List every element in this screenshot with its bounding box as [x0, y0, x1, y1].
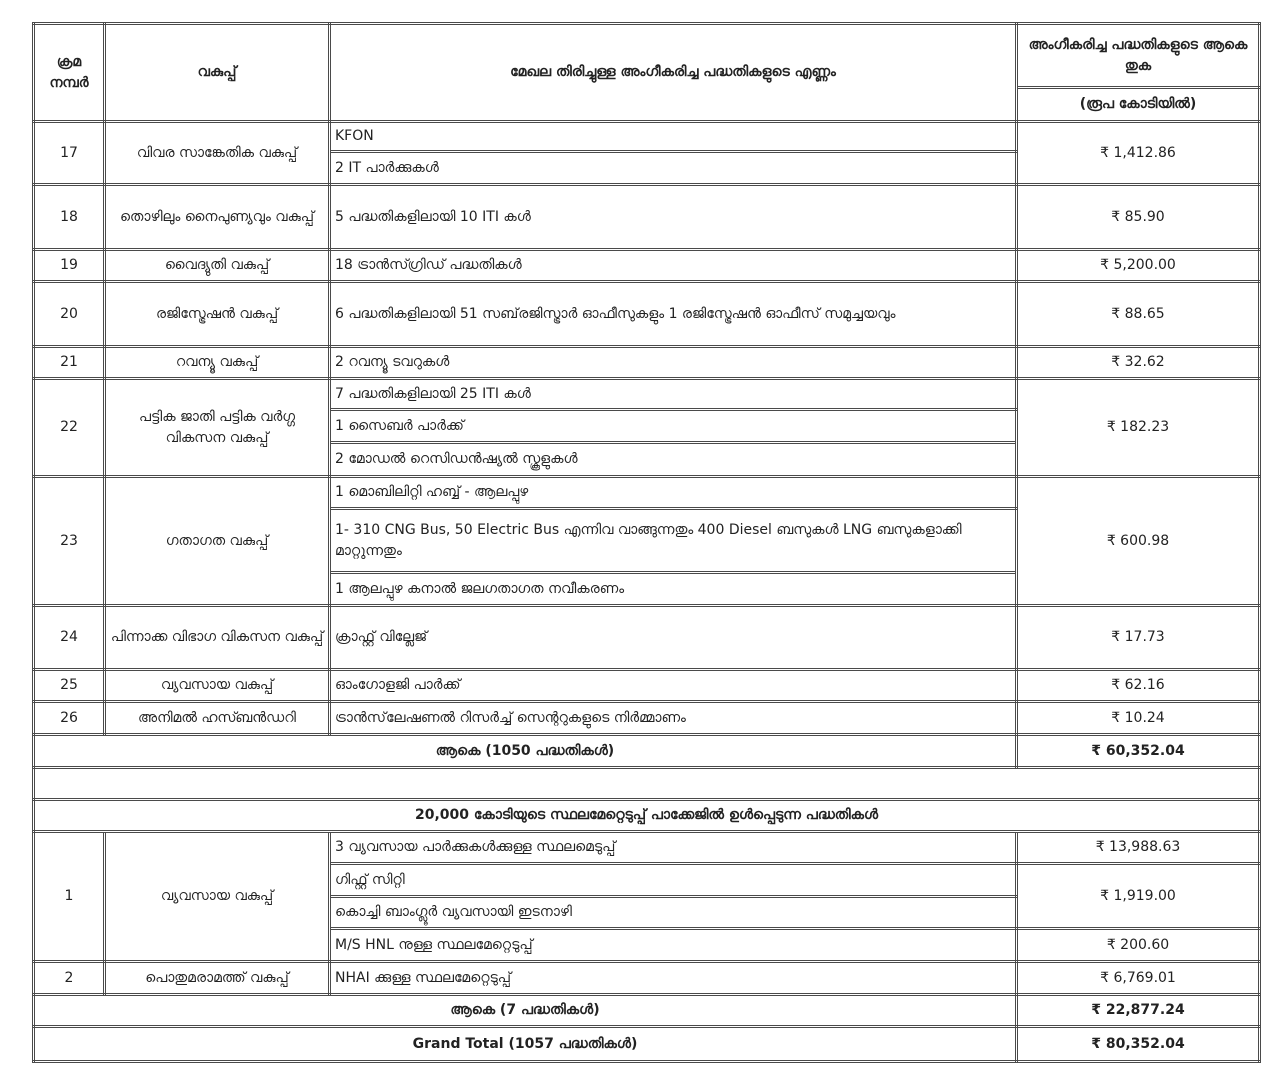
row-department: റവന്യൂ വകുപ്പ്: [105, 347, 330, 379]
row-serial: 22: [34, 379, 105, 477]
total-row: [34, 735, 1260, 768]
section-title-row: [34, 800, 1260, 832]
grand-total-row: [34, 1027, 1260, 1062]
row-project: M/S HNL നുള്ള സ്ഥലമേറ്റെടുപ്പ്: [330, 929, 1017, 962]
total-amount: ₹ 60,352.04: [1017, 735, 1260, 768]
table-row: [34, 606, 1260, 670]
row-project: 2 മോഡൽ റെസിഡൻഷ്യൽ സ്കൂളുകൾ: [330, 443, 1017, 477]
section-total-label: ആകെ (7 പദ്ധതികൾ): [34, 995, 1017, 1027]
row-amount: ₹ 6,769.01: [1017, 962, 1260, 995]
row-department: വ്യവസായ വകുപ്പ്: [105, 670, 330, 702]
row-serial: 2: [34, 962, 105, 995]
row-project: 18 ട്രാൻസ്ഗ്രിഡ് പദ്ധതികൾ: [330, 250, 1017, 282]
table-row: [34, 832, 1260, 864]
grand-total-label: Grand Total (1057 പദ്ധതികൾ): [34, 1027, 1017, 1062]
row-project: 3 വ്യവസായ പാർക്കുകൾക്കുള്ള സ്ഥലമെടുപ്പ്: [330, 832, 1017, 864]
row-amount: ₹ 13,988.63: [1017, 832, 1260, 864]
row-serial: 1: [34, 832, 105, 962]
section-total-row: [34, 995, 1260, 1027]
row-department: പട്ടിക ജാതി പട്ടിക വർഗ്ഗ വികസന വകുപ്പ്: [105, 379, 330, 477]
row-amount: ₹ 1,412.86: [1017, 122, 1260, 185]
row-department: വൈദ്യുതി വകുപ്പ്: [105, 250, 330, 282]
row-project: 1 സൈബർ പാർക്ക്: [330, 410, 1017, 443]
row-amount: ₹ 17.73: [1017, 606, 1260, 670]
header-department: വകുപ്പ്: [105, 24, 330, 122]
header-projects: മേഖല തിരിച്ചുള്ള അംഗീകരിച്ച പദ്ധതികളുടെ എണ്ണം: [330, 24, 1017, 122]
header-unit: (രൂപ കോടിയിൽ): [1017, 88, 1260, 122]
table-row: [34, 282, 1260, 347]
table-row: [34, 962, 1260, 995]
table-row: [34, 702, 1260, 735]
row-project: NHAI ക്കുള്ള സ്ഥലമേറ്റെടുപ്പ്: [330, 962, 1017, 995]
row-serial: 17: [34, 122, 105, 185]
row-serial: 25: [34, 670, 105, 702]
row-department: വിവര സാങ്കേതിക വകുപ്പ്: [105, 122, 330, 185]
row-project: 1- 310 CNG Bus, 50 Electric Bus എന്നിവ വാങ്ങുന്നതും 400 Diesel ബസുകൾ LNG ബസുകളാക്കി മാറ്റുന്നതും: [330, 509, 1017, 573]
row-serial: 26: [34, 702, 105, 735]
row-project: ഗിഫ്റ്റ് സിറ്റി: [330, 864, 1017, 897]
row-department: പൊതുമരാമത്ത് വകുപ്പ്: [105, 962, 330, 995]
row-amount: ₹ 32.62: [1017, 347, 1260, 379]
row-serial: 19: [34, 250, 105, 282]
row-serial: 21: [34, 347, 105, 379]
row-department: വ്യവസായ വകുപ്പ്: [105, 832, 330, 962]
row-amount: ₹ 1,919.00: [1017, 864, 1260, 929]
row-department: തൊഴിലും നൈപുണ്യവും വകുപ്പ്: [105, 185, 330, 250]
header-serial: ക്രമ നമ്പർ: [34, 24, 105, 122]
row-project: 1 മൊബിലിറ്റി ഹബ്ബ് - ആലപ്പുഴ: [330, 477, 1017, 509]
row-amount: ₹ 600.98: [1017, 477, 1260, 606]
header-amount: അംഗീകരിച്ച പദ്ധതികളുടെ ആകെ തുക: [1017, 24, 1260, 88]
table-row: [34, 250, 1260, 282]
row-project: 2 IT പാർക്കുകൾ: [330, 152, 1017, 185]
row-amount: ₹ 85.90: [1017, 185, 1260, 250]
row-department: ഗതാഗത വകുപ്പ്: [105, 477, 330, 606]
approved-projects-table: [32, 22, 1261, 1063]
total-label: ആകെ (1050 പദ്ധതികൾ): [34, 735, 1017, 768]
row-project: KFON: [330, 122, 1017, 152]
table-row: [34, 379, 1260, 410]
row-project: ക്രാഫ്റ്റ് വില്ലേജ്: [330, 606, 1017, 670]
row-amount: ₹ 5,200.00: [1017, 250, 1260, 282]
table-row: [34, 185, 1260, 250]
row-amount: ₹ 10.24: [1017, 702, 1260, 735]
row-project: 1 ആലപ്പുഴ കനാൽ ജലഗതാഗത നവീകരണം: [330, 573, 1017, 606]
row-serial: 18: [34, 185, 105, 250]
row-amount: ₹ 88.65: [1017, 282, 1260, 347]
table-row: [34, 670, 1260, 702]
row-project: 2 റവന്യൂ ടവറുകൾ: [330, 347, 1017, 379]
spacer-row: [34, 768, 1260, 800]
row-serial: 20: [34, 282, 105, 347]
table-row: [34, 122, 1260, 152]
row-project: ഓംഗോളജി പാർക്ക്: [330, 670, 1017, 702]
header-row: [34, 24, 1260, 88]
row-project: കൊച്ചി ബാംഗ്ലൂർ വ്യവസായി ഇടനാഴി: [330, 897, 1017, 929]
section-title: 20,000 കോടിയുടെ സ്ഥലമേറ്റെടുപ്പ് പാക്കേജിൽ ഉൾപ്പെടുന്ന പദ്ധതികൾ: [34, 800, 1260, 832]
section-total-amount: ₹ 22,877.24: [1017, 995, 1260, 1027]
row-department: പിന്നാക്ക വിഭാഗ വികസന വകുപ്പ്: [105, 606, 330, 670]
row-project: 6 പദ്ധതികളിലായി 51 സബ്‌രജിസ്ട്രാർ ഓഫീസുകളും 1 രജിസ്ട്രേഷൻ ഓഫീസ് സമുച്ചയവും: [330, 282, 1017, 347]
row-serial: 23: [34, 477, 105, 606]
grand-total-amount: ₹ 80,352.04: [1017, 1027, 1260, 1062]
row-project: 7 പദ്ധതികളിലായി 25 ITI കൾ: [330, 379, 1017, 410]
spacer-cell: [34, 768, 1260, 800]
row-project: ട്രാൻസ്‌ലേഷണൽ റിസർച്ച് സെന്ററുകളുടെ നിർമ്മാണം: [330, 702, 1017, 735]
row-amount: ₹ 200.60: [1017, 929, 1260, 962]
table-row: [34, 347, 1260, 379]
table-row: [34, 477, 1260, 509]
row-project: 5 പദ്ധതികളിലായി 10 ITI കൾ: [330, 185, 1017, 250]
row-department: അനിമൽ ഹസ്ബൻഡറി: [105, 702, 330, 735]
row-amount: ₹ 62.16: [1017, 670, 1260, 702]
row-serial: 24: [34, 606, 105, 670]
row-department: രജിസ്ട്രേഷൻ വകുപ്പ്: [105, 282, 330, 347]
row-amount: ₹ 182.23: [1017, 379, 1260, 477]
